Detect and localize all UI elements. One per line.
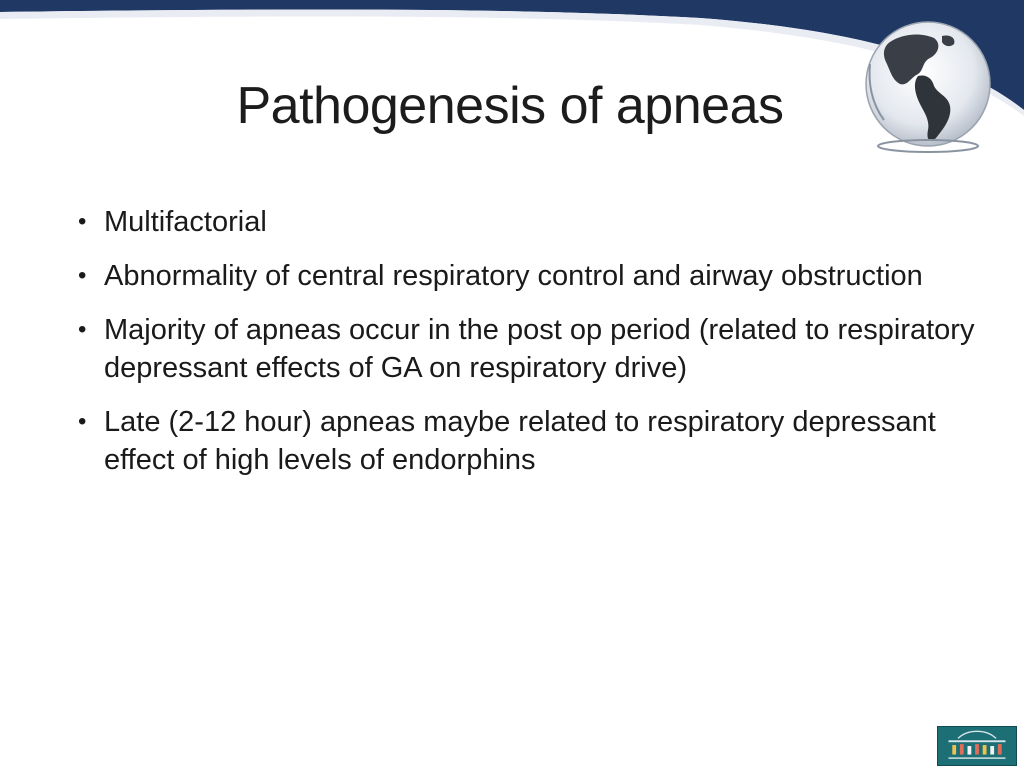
bullet-item (76, 311, 976, 387)
bullet-item (76, 203, 976, 241)
bullet-dot-icon: • (78, 262, 87, 289)
bullet-text: Multifactorial (104, 206, 267, 238)
bullet-text: Abnormality of central respiratory control and airway obstruction (104, 260, 923, 292)
slide-title: Pathogenesis of apneas (236, 77, 784, 135)
bullet-dot-icon: • (78, 408, 87, 435)
bullet-dot-icon: • (78, 208, 87, 235)
bullet-text: Late (2-12 hour) apneas maybe related to respiratory depressant effect of high levels of endorphins (104, 406, 936, 476)
bullet-item (76, 403, 976, 479)
bullet-dot-icon: • (78, 316, 87, 343)
bullet-list (76, 203, 976, 495)
society-logo-icon (937, 726, 1017, 766)
bullet-item (76, 257, 976, 295)
bullet-text: Majority of apneas occur in the post op period (related to respiratory depressant effects of GA on respiratory drive) (104, 314, 975, 384)
